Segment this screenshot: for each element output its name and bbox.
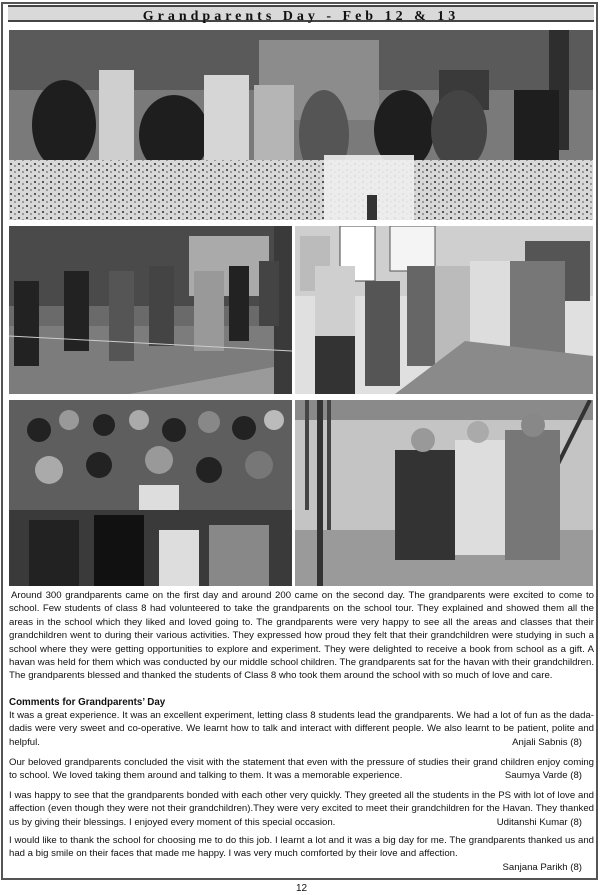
- comment-text: Our beloved grandparents concluded the visit with the statement that even with the pressure of studies their grand children enjoy coming to school. We loved taking them around and talking to them. It was a memorable experience.: [9, 757, 594, 782]
- comment-text: I would like to thank the school for choosing me to do this job. I learnt a lot and it was a big day for me. The grandparents thanked us and had a big smile on their faces that made me happy. I was very much comforted by their love and affection.: [9, 835, 594, 860]
- comment-text: I was happy to see that the grandparents bonded with each other very quickly. They greeted all the students in the PS with lot of love and affection (even though they were not their grandchildren).They were very excited to meet their grandchildren for the Havan. They thanked us by giving their blessings. I enjoyed every moment of this special occasion.: [9, 790, 594, 828]
- comment-author: Saumya Varde (8): [504, 770, 582, 782]
- comment-text: It was a great experience. It was an excellent experiment, letting class 8 students lead the grandparents. We had a lot of fun as the dada-dadis were very sweet and co-operative. We learnt how to talk and interact with different people. We also learnt to be patient, polite and helpful.: [9, 710, 594, 748]
- comment-1: [9, 709, 594, 749]
- photo-grandparents-in-garden: [9, 226, 292, 394]
- article-intro-text: Around 300 grandparents came on the first day and around 200 came on the second day. The grandparents were excited to come to school. Few students of class 8 had volunteered to take the grandparents on the school tour. They explained and showed them all the areas in the school which they liked and loved going to. The grandparents were very happy to see all the areas and classes that their grandchildren went to during their various activities. They expressed how proud they felt that their grandchildren were studying in such a school where they were getting opportunities to explore and experiment. They were delighted to receive a book from school as a gift. A havan was held for them which was conducted by our middle school children. The grandparents sat for the havan with their grandchildren. The grandparents blessed and thanked the students of Class 8 who took them around the school with so much of love and care.: [9, 590, 594, 682]
- photo-grandmothers-on-swing: [295, 400, 593, 586]
- comments-heading: Comments for Grandparents’ Day: [9, 697, 166, 708]
- comment-3: [9, 789, 594, 829]
- photo-grandparents-in-classroom: [295, 226, 593, 394]
- title-bar: [8, 5, 594, 22]
- comment-4: [9, 834, 594, 874]
- comment-author: Sanjana Parikh (8): [502, 861, 582, 873]
- comment-2: [9, 756, 594, 783]
- photo-havan-ceremony: [9, 400, 292, 586]
- comment-author: Anjali Sabnis (8): [512, 736, 582, 748]
- article-intro: [9, 589, 594, 683]
- page-title: Grandparents Day - Feb 12 & 13: [142, 9, 460, 24]
- comment-author: Uditanshi Kumar (8): [496, 816, 582, 828]
- page-number: 12: [295, 883, 308, 894]
- photo-grandparents-at-fountain: [9, 30, 593, 220]
